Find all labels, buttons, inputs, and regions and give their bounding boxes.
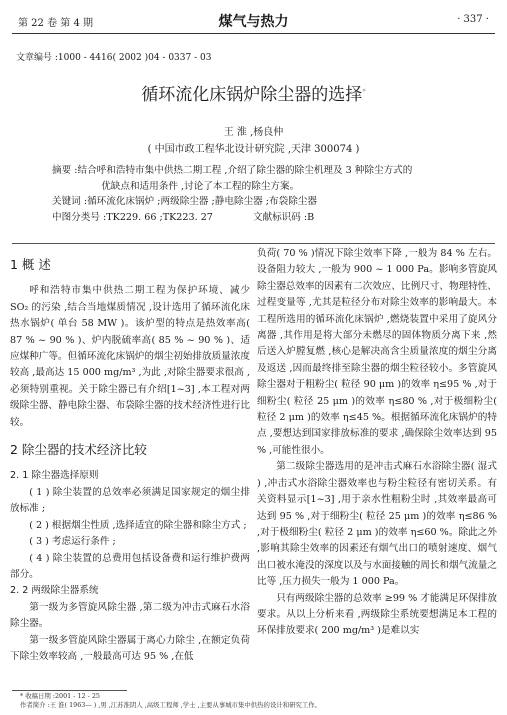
running-header bbox=[0, 0, 507, 36]
clc-number: 中图分类号 :TK229. 66 ;TK223. 27 bbox=[52, 211, 213, 223]
paragraph: 呼和浩特市集中供热二期工程为保护环境、减少 SO₂ 的污染 ,结合当地煤质情况 ,设计选用了循环流化床热水锅炉( 单台 58 MW )。该炉型的特点是热效率高( 87 % ~ 90 % )、炉内脱硫率高( 85 % ~ 90 % )、适应煤种广等。但循环流化床锅炉的烟尘初始排放质量浓度较高 ,最高达 15 000 mg/m³ ,为此 ,对除尘器要求很高 ,必须特别重视。关于除尘器已有介绍[1~3] ,本工程对两级除尘器、静电除尘器、布袋除尘器的技术经济性进行比较。 bbox=[10, 285, 250, 428]
journal-name: 煤气与热力 bbox=[218, 14, 289, 30]
paper-title-text: 循环流化床锅炉除尘器的选择 bbox=[141, 85, 363, 105]
abstract-line-1: 摘要 :结合呼和浩特市集中供热二期工程 ,介绍了除尘器的除尘机理及 3 种除尘方式的 bbox=[52, 165, 413, 176]
affiliation: ( 中国市政工程华北设计研究院 ,天津 300074 ) bbox=[147, 144, 360, 155]
left-column bbox=[10, 246, 250, 665]
page-number: · 337 · bbox=[457, 14, 489, 25]
authors: 王 淮 ,杨良仲 bbox=[223, 127, 284, 138]
list-item: ( 2 ) 根据烟尘性质 ,选择适宜的除尘器和除尘方式 ; bbox=[29, 519, 247, 531]
header-rule bbox=[12, 33, 495, 34]
subsection-2-2-heading: 2. 2 两级除尘器系统 bbox=[10, 585, 99, 597]
keywords: 关键词 :循环流化床锅炉 ;两级除尘器 ;静电除尘器 ;布袋除尘器 bbox=[52, 196, 317, 207]
author-bio: 作者简介 :王 淮( 1963— ) ,男 ,江苏淮阴人 ,高级工程师 ,学士 ,主要从事城市集中供热的设计和研究工作。 bbox=[20, 701, 322, 709]
list-item: ( 3 ) 考虑运行条件 ; bbox=[29, 536, 116, 548]
subsection-2-1-heading: 2. 1 除尘器选择原则 bbox=[10, 470, 99, 482]
paper-title bbox=[0, 80, 507, 105]
paragraph: 第一级为多管旋风除尘器 ,第二级为冲击式麻石水浴除尘器。 bbox=[10, 601, 250, 630]
section-2-heading: 2 除尘器的技术经济比较 bbox=[10, 442, 147, 458]
footnote-rule bbox=[12, 690, 127, 691]
paragraph: 只有两级除尘器的总效率 ≥99 % 才能满足环保排放要求。从以上分析来看 ,两级除尘系统要想满足本工程的环保排放要求( 200 mg/m³ )是难以实 bbox=[257, 592, 497, 637]
classification-line bbox=[52, 210, 462, 226]
abstract-line-2: 优缺点和适用条件 ,讨论了本工程的除尘方案。 bbox=[101, 180, 300, 192]
volume-issue: 第 22 卷 第 4 期 bbox=[18, 18, 93, 29]
list-item: ( 4 ) 除尘装置的总费用包括设备费和运行维护费两部分。 bbox=[10, 552, 250, 580]
footnote bbox=[20, 692, 321, 710]
article-number: 文章编号 :1000 - 4416( 2002 )04 - 0337 - 03 bbox=[16, 53, 212, 63]
list-item: ( 1 ) 除尘装置的总效率必须满足国家规定的烟尘排放标准 ; bbox=[10, 486, 250, 515]
paragraph: 负荷( 70 % )情况下除尘效率下降 ,一般为 84 % 左右。设备阻力较大 ,一般为 900 ~ 1 000 Pa。影响多管旋风除尘器总效率的因素有二次效应、比例尺寸、物理特性、过程变量等 ,尤其是粒径分布对除尘效率的影响最大。本工程所选用的循环流化床锅炉 ,燃烧装置中采用了旋风分离器 ,其作用是将大部分未燃尽的固体物质分离下来 ,然后送入炉膛复燃 ,核心是解决高含尘质量浓度的烟尘分离及返送 ,因而最终排至除尘器的烟尘粒径较小。多管旋风除尘器对于粗粉尘( 粒径 90 μm )的效率 η≤95 % ,对于细粉尘( 粒径 25 μm )的效率 η≤80 % ,对于极细粉尘( 粒径 2 μm )的效率 η≤45 %。根据循环流化床锅炉的特点 ,要想达到国家排放标准的要求 ,确保除尘效率达到 95 % ,可能性很小。 bbox=[257, 248, 497, 456]
paragraph: 第一级多管旋风除尘器属于离心力除尘 ,在额定负荷下除尘效率较高 ,一般最高可达 95 % ,在低 bbox=[10, 634, 250, 662]
section-1-heading: 1 概 述 bbox=[10, 257, 51, 272]
received-date: * 收稿日期 :2001 - 12 - 25 bbox=[20, 692, 100, 700]
abstract-separator bbox=[12, 243, 495, 244]
document-code: 文献标识码 :B bbox=[252, 211, 315, 223]
right-column bbox=[257, 246, 497, 640]
paragraph: 第二级除尘器选用的是冲击式麻石水浴除尘器( 湿式 ) ,冲击式水浴除尘器效率也与粉尘粒径有密切关系。有关资料显示[1~3] ,用于亲水性粗粉尘时 ,其效率最高可达到 95 % ,对于细粉尘( 粒径 25 μm )的效率 η≤86 % ,对于极细粉尘( 粒径 2 μm )的效率 η≤60 %。除此之外 ,影响其除尘效率的因素还有烟气出口的喷射速度、烟气出口被水淹没的深度以及与水面接触的周长和烟气流量之比等 ,压力损失一般为 1 000 Pa。 bbox=[257, 461, 497, 588]
title-footnote-mark: * bbox=[362, 87, 366, 96]
abstract-block bbox=[52, 163, 462, 225]
